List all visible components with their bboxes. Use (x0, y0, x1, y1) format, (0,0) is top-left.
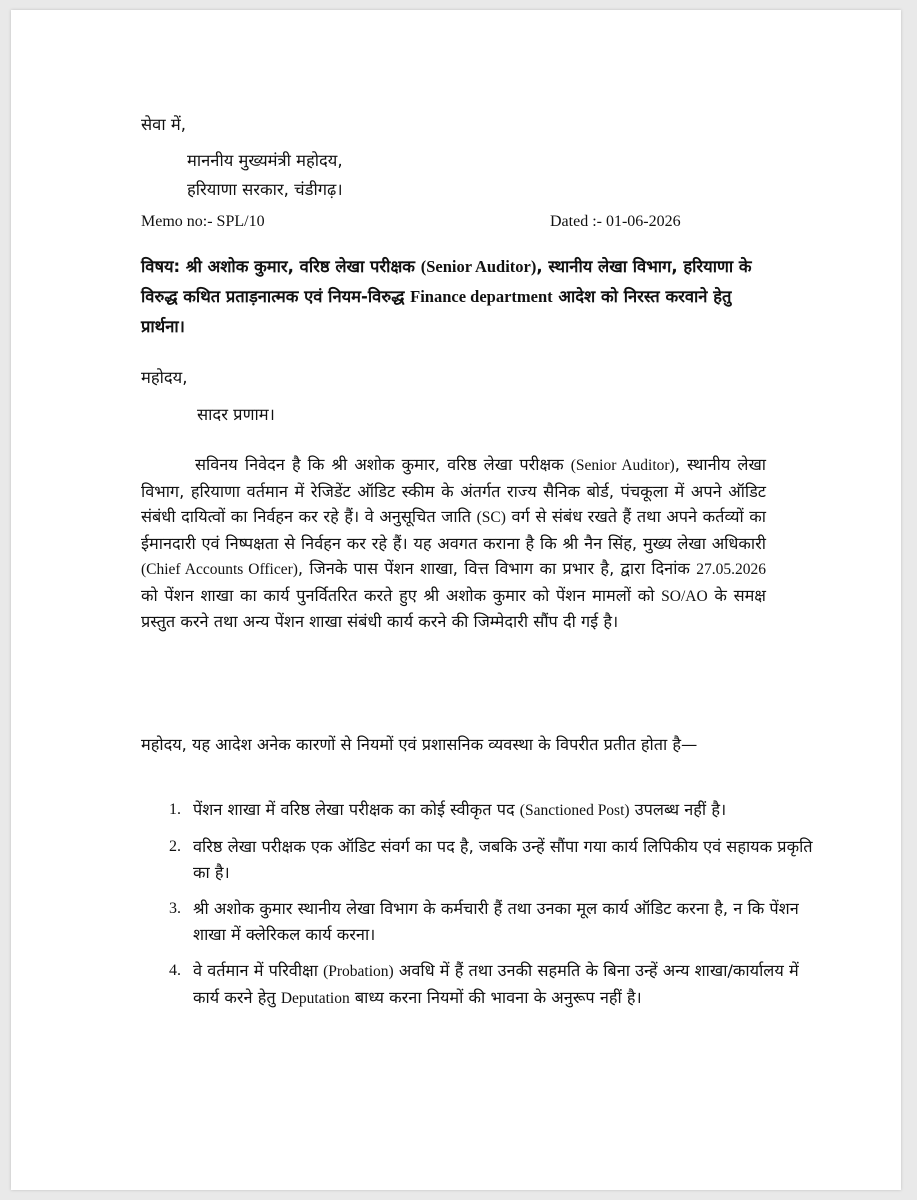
memo-date: Dated :- 01-06-2026 (550, 213, 681, 230)
list-item-number: 1. (169, 801, 181, 818)
list-item-number: 2. (169, 838, 181, 855)
body1-text-4: , जिनके पास पेंशन शाखा, वित्त विभाग का प्रभार है, द्वारा दिनांक (297, 559, 697, 578)
list-item-en-2: Deputation (280, 990, 350, 1007)
points-list (141, 797, 833, 1022)
body-paragraph-1 (141, 452, 766, 635)
list-item-text-2: उपलब्ध नहीं है। (629, 800, 727, 819)
list-item (169, 958, 833, 1012)
subject-text-2: , स्थानीय लेखा विभाग, हरियाणा के विरुद्ध कथित प्रताड़नात्मक एवं नियम-विरुद्ध (141, 257, 752, 306)
list-item-text: पेंशन शाखा में वरिष्ठ लेखा परीक्षक का कोई स्वीकृत पद (193, 800, 520, 819)
pranam: सादर प्रणाम। (197, 405, 275, 424)
list-item (169, 797, 833, 824)
body-paragraph-2: महोदय, यह आदेश अनेक कारणों से नियमों एवं प्रशासनिक व्यवस्था के विपरीत प्रतीत होता है— (141, 735, 698, 754)
subject-line (141, 252, 771, 342)
list-item-en: (Sanctioned Post) (519, 802, 630, 819)
list-item-text: वे वर्तमान में परिवीक्षा (193, 961, 324, 980)
salutation-to: सेवा में, (141, 115, 186, 134)
memo-number: Memo no:- SPL/10 (141, 213, 265, 230)
body1-text-6: के समक्ष प्रस्तुत करने तथा अन्य पेंशन शाखा संबंधी कार्य करने की जिम्मेदारी सौंप दी गई है। (141, 585, 766, 631)
list-item-en: (Probation) (323, 963, 394, 980)
body1-text-3: वर्ग से संबंध रखते हैं तथा अपने कर्तव्यों का ईमानदारी एवं निष्पक्षता से निर्वहन कर रहे हैं। यह अवगत कराना है कि श्री नैन सिंह, मुख्य लेखा अधिकारी (141, 507, 766, 553)
letter-page (11, 10, 901, 1190)
subject-text-1: विषय: श्री अशोक कुमार, वरिष्ठ लेखा परीक्षक (141, 257, 421, 276)
list-item (169, 834, 833, 886)
list-item-number: 3. (169, 900, 181, 917)
list-item-text: श्री अशोक कुमार स्थानीय लेखा विभाग के कर्मचारी हैं तथा उनका मूल कार्य ऑडिट करना है, न कि पेंशन शाखा में क्लेरिकल कार्य करना। (193, 899, 799, 944)
greeting: महोदय, (141, 368, 188, 387)
body1-en-3: (Chief Accounts Officer) (141, 561, 298, 578)
list-item-text-3: बाध्य करना नियमों की भावना के अनुरूप नहीं है। (349, 988, 642, 1007)
recipient-line-1: माननीय मुख्यमंत्री महोदय, (187, 151, 343, 170)
list-item-text-2: अवधि में हैं तथा उनकी सहमति के बिना उन्हें अन्य शाखा/कार्यालय में कार्य करने हेतु (193, 961, 799, 1007)
body1-en-1: (Senior Auditor) (570, 457, 675, 474)
list-item-text: वरिष्ठ लेखा परीक्षक एक ऑडिट संवर्ग का पद है, जबकि उन्हें सौंपा गया कार्य लिपिकीय एवं सहायक प्रकृति का है। (193, 837, 813, 882)
body1-text-1: सविनय निवेदन है कि श्री अशोक कुमार, वरिष्ठ लेखा परीक्षक (195, 455, 571, 474)
body1-en-5: SO/AO (661, 587, 708, 605)
subject-text-en-2: Finance department (410, 287, 553, 306)
list-item-number: 4. (169, 962, 181, 979)
body1-text-5: को पेंशन शाखा का कार्य पुनर्वितरित करते हुए श्री अशोक कुमार को पेंशन मामलों को (141, 585, 662, 605)
body1-text-2: , स्थानीय लेखा विभाग, हरियाणा वर्तमान में रेजिडेंट ऑडिट स्कीम के अंतर्गत राज्य सैनिक बोर्ड, पंचकूला में अपने ऑडिट संबंधी दायित्वों का निर्वहन कर रहे हैं। वे अनुसूचित जाति (141, 455, 766, 526)
list-item (169, 896, 833, 948)
body1-en-4: 27.05.2026 (696, 561, 766, 578)
subject-text-3: आदेश को निरस्त करवाने हेतु प्रार्थना। (141, 287, 732, 336)
body1-en-2: (SC) (476, 509, 506, 526)
subject-text-en-1: (Senior Auditor) (420, 257, 537, 276)
recipient-line-2: हरियाणा सरकार, चंडीगढ़। (187, 180, 343, 199)
